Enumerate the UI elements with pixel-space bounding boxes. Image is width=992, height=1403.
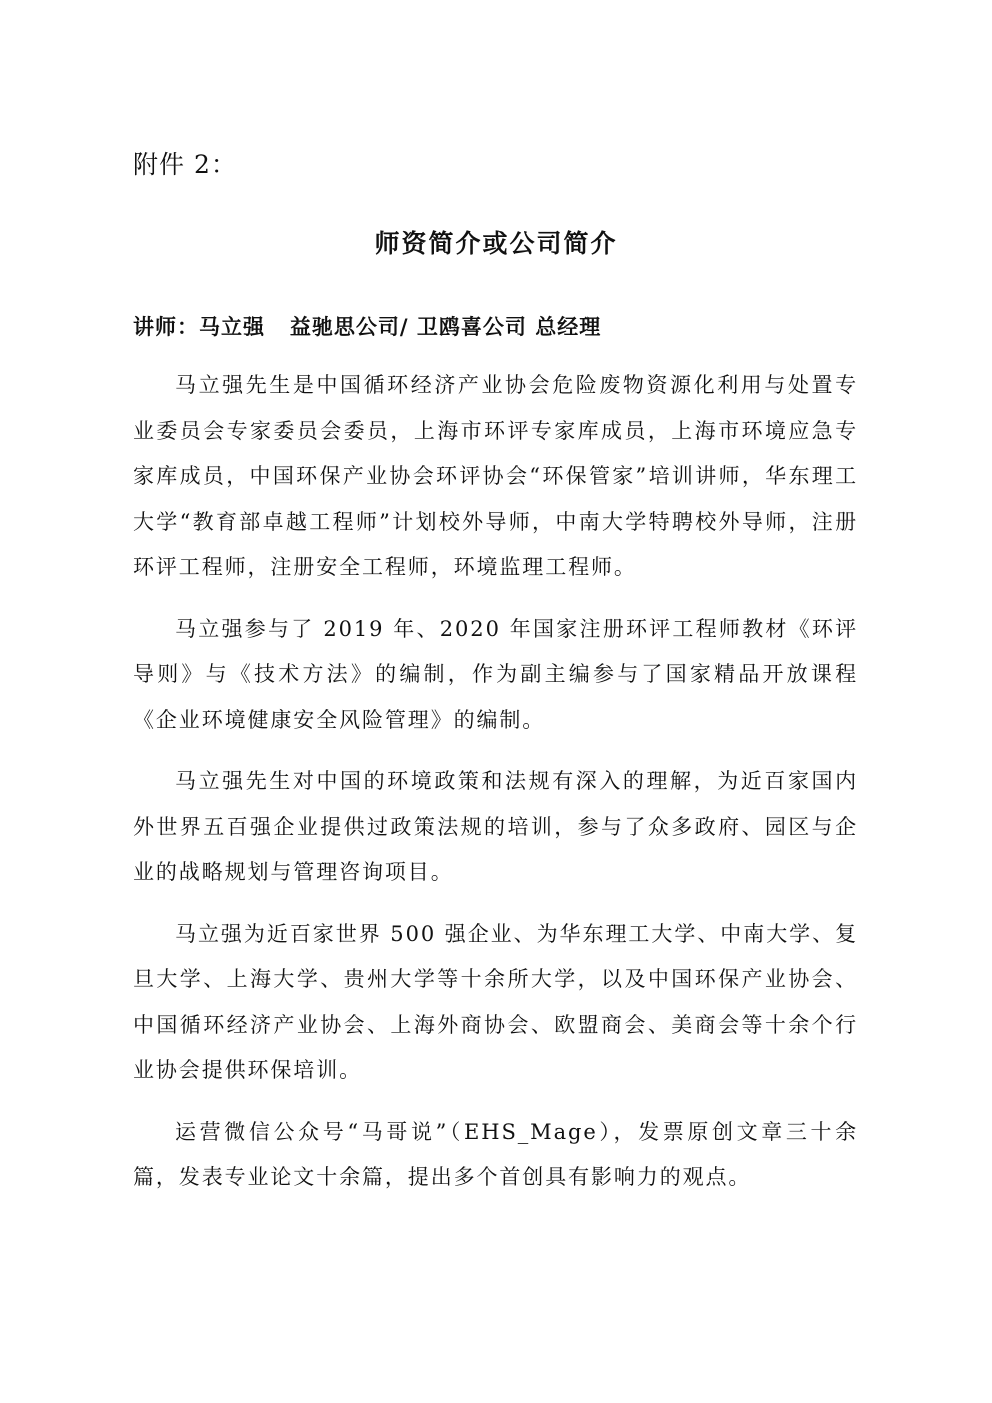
lecturer-line: 讲师：马立强 益驰思公司/ 卫鸥喜公司 总经理 xyxy=(133,314,602,339)
page-title: 师资简介或公司简介 xyxy=(374,229,618,258)
paragraph: 马立强先生对中国的环境政策和法规有深入的理解，为近百家国内外世界五百强企业提供过政策法规的培训，参与了众多政府、园区与企业的战略规划与管理咨询项目。 xyxy=(133,769,858,884)
document-body xyxy=(133,363,858,1217)
paragraph: 马立强参与了 2019 年、2020 年国家注册环评工程师教材《环评导则》与《技术方法》的编制，作为副主编参与了国家精品开放课程《企业环境健康安全风险管理》的编制。 xyxy=(133,616,858,732)
attachment-label: 附件 2： xyxy=(133,150,237,179)
paragraph: 运营微信公众号“马哥说”（EHS_Mage），发票原创文章三十余篇，发表专业论文十余篇，提出多个首创具有影响力的观点。 xyxy=(133,1119,858,1189)
paragraph: 马立强为近百家世界 500 强企业、为华东理工大学、中南大学、复旦大学、上海大学、贵州大学等十余所大学，以及中国环保产业协会、中国循环经济产业协会、上海外商协会、欧盟商会、美商会等十余个行业协会提供环保培训。 xyxy=(133,921,858,1082)
paragraph: 马立强先生是中国循环经济产业协会危险废物资源化利用与处置专业委员会专家委员会委员，上海市环评专家库成员，上海市环境应急专家库成员，中国环保产业协会环评协会“环保管家”培训讲师，华东理工大学“教育部卓越工程师”计划校外导师，中南大学特聘校外导师，注册环评工程师，注册安全工程师，环境监理工程师。 xyxy=(133,373,858,579)
